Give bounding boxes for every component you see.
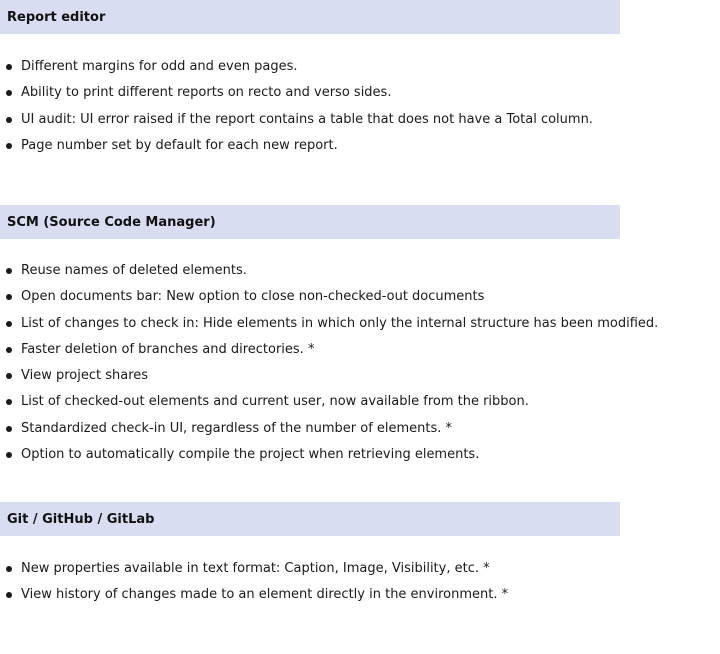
section-git-header <box>0 502 620 536</box>
list-item-text: Ability to print different reports on recto and verso sides. <box>21 85 392 101</box>
list-item <box>0 284 720 310</box>
list-item <box>0 416 720 442</box>
section-title: Report editor <box>0 0 620 34</box>
list-item-text: List of changes to check in: Hide elements in which only the internal structure has been modified. <box>21 315 659 331</box>
list-item-text: View project shares <box>21 368 149 384</box>
bullet-icon <box>6 294 12 300</box>
bullet-icon <box>6 321 12 327</box>
bullet-icon <box>6 426 12 432</box>
list-item <box>0 54 720 80</box>
section-title: SCM (Source Code Manager) <box>0 205 620 239</box>
list-item <box>0 582 720 608</box>
list-item <box>0 337 720 363</box>
list-item-text: New properties available in text format: Caption, Image, Visibility, etc. * <box>21 561 490 576</box>
list-item <box>0 258 720 284</box>
bullet-icon <box>6 64 12 70</box>
list-item-text: Faster deletion of branches and directories. * <box>21 341 315 357</box>
list-item-text: Open documents bar: New option to close non-checked-out documents <box>21 289 485 305</box>
report-editor-list <box>0 54 720 159</box>
list-item <box>0 363 720 389</box>
bullet-icon <box>6 117 12 123</box>
bullet-icon <box>6 268 12 274</box>
list-item <box>0 311 720 337</box>
section-scm-header <box>0 205 620 239</box>
list-item <box>0 133 720 159</box>
list-item <box>0 389 720 415</box>
git-list <box>0 556 720 609</box>
bullet-icon <box>6 143 12 149</box>
bullet-icon <box>6 566 12 572</box>
list-item-text: Reuse names of deleted elements. <box>21 263 247 278</box>
list-item-text: View history of changes made to an element directly in the environment. * <box>21 587 509 603</box>
scm-list <box>0 258 720 468</box>
bullet-icon <box>6 373 12 379</box>
list-item-text: UI audit: UI error raised if the report contains a table that does not have a Total column. <box>21 111 593 127</box>
list-item-text: Page number set by default for each new report. <box>21 137 338 153</box>
section-report-editor-header <box>0 0 620 34</box>
list-item <box>0 80 720 106</box>
section-title: Git / GitHub / GitLab <box>0 502 620 536</box>
bullet-icon <box>6 90 12 96</box>
list-item-text: Standardized check-in UI, regardless of the number of elements. * <box>21 420 453 436</box>
bullet-icon <box>6 592 12 598</box>
bullet-icon <box>6 399 12 405</box>
bullet-icon <box>6 347 12 353</box>
list-item <box>0 442 720 468</box>
list-item-text: List of checked-out elements and current user, now available from the ribbon. <box>21 394 529 410</box>
list-item-text: Option to automatically compile the project when retrieving elements. <box>21 447 480 463</box>
list-item <box>0 556 720 582</box>
list-item-text: Different margins for odd and even pages. <box>21 59 298 74</box>
bullet-icon <box>6 452 12 458</box>
list-item <box>0 107 720 133</box>
